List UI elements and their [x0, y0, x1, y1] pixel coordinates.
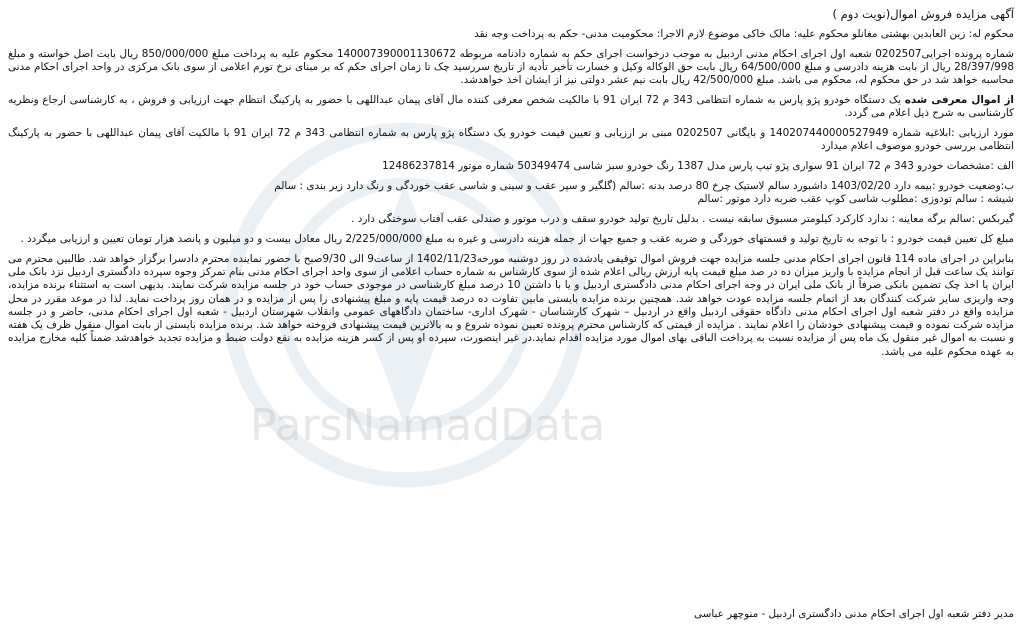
vehicle-gearbox-line: گیربکس :سالم برگه معاینه : ندارد کارکرد کیلومتر مسبوق سابقه نیست . بدلیل تاریخ تولید خودرو سقف و درب موتور و صندلی عقب آفتاب سوختگی دارد .	[351, 213, 1014, 226]
signature-line: مدیر دفتر شعبه اول اجرای احکام مدنی دادگستری اردبیل - منوچهر عباسی	[693, 608, 1014, 620]
notice-title: آگهی مزایده فروش اموال(نوبت دوم )	[832, 7, 1014, 21]
total-price-paragraph: مبلغ کل تعیین قیمت خودرو : با توجه به تاریخ تولید و قسمتهای خوردگی و ضربه عقب و جمیع جهات از جمله هزینه دادرسی و غیره به مبلغ 2/225/000/000 ریال معادل بیست و دو میلیون و پانصد هزار تومان تعیین و ارزیابی میگردد .	[20, 232, 1014, 245]
introduced-property-text: یک دستگاه خودرو پژو پارس به شماره انتظامی 343 م 72 ایران 91 با مالکیت شخص معرفی کننده مال آقای پیمان عبداللهی با حضور به پارکینگ انتظام جهت ارزیابی و فروش ، به کارشناسی ارجاع ونظریه کارشناسی به شرح ذیل اعلام می گردد.	[8, 93, 1014, 120]
vehicle-condition-line: ب:وضعیت خودرو :بیمه دارد 1403/02/20 داشبورد سالم لاستیک چرخ 80 درصد بدنه :سالم (گلگیر و سپر عقب و سینی و شاسی عقب خوردگی و رنگ دارد زیر بندی : سالم	[274, 179, 1014, 192]
vehicle-specs-paragraph: الف :مشخصات خودرو 343 م 72 ایران 91 سواری پژو تیپ پارس مدل 1387 رنگ خودرو سبز شاسی 50349474 شماره موتور 12486237814	[382, 160, 1014, 173]
vehicle-glass-line: شیشه : سالم تودوزی :مطلوب شاسی کوپ عقب ضربه دارد موتور :سالم	[697, 193, 1014, 206]
auction-terms-paragraph: بنابراین در اجرای ماده 114 قانون اجرای احکام مدنی جلسه مزایده جهت فروش اموال توقیفی یادشده در روز دوشنبه مورخه1402/11/23 از ساعت9 الی 9/30صبح با حضور نماینده محترم دادسرا برگزار خواهد شد. طالبین محترم می توانند یک ساعت قبل از انجام مزایده با واریز میزان ده در صد مبلغ قیمت پایه ارزش ریالی اعلام شده از سوی کارشناس به شماره حساب اعلامی از سوی واحد اجرای احکام مدنی بنام تمرکز وجوه سپرده دادگستری اردبیل نزد بانک ملی ایران یا اخذ چک تضمین بانکی صرفاً از بانک ملی ایران در وجه اجرای احکام مدنی دادگستری اردبیل و یا با داشتن 10 درصد مبلغ کارشناسی در موجودی حساب خود در جلسه مزایده شرکت نمایند. بدیهی است به استثناء برنده مزایده، وجه واریزی سایر شرکت کنندگان بعد از اتمام جلسه مزایده عودت خواهد شد. همچنین برنده مزایده بایستی مابین تفاوت ده درصد قیمت پایه و مبلغ پیشنهادی را پس از مزایده و در همان روز پرداخت نماید. لذا در موعد مقرر در محل مزایده واقع در دفتر شعبه اول اجرای احکام مدنی دادگاه حقوقی اردبیل واقع در اردبیل – شهرک کارشناسان - شهرک اداری- ساختمان دادگاههای عمومی وانقلاب شهرستان اردبیل - شعبه اول اجرای احکام مدنی، حاضر و در جلسه مزایده شرکت نموده و قیمت پیشنهادی خودشان را اعلام نمایند . مزایده از قیمتی که کارشناس محترم پرونده تعیین نموده شروع و به بالاترین قیمت پیشنهادی فروخته خواهد شد. برنده مزایده بایستی از بابت اموال منقول ظرف یک هفته و نسبت به اموال غیر منقول یک ماه پس از مزایده نسبت به پرداخت الباقی بهای اموال مورد مزایده اقدام نماید.در غیر اینصورت، سپرده او پس از کسر هزینه مزایده به نفع دولت ضبط و مزایده تجدید خواهدشد ضمناً کلیه مخارج مزایده به عهده محکوم علیه می باشد.	[8, 252, 1014, 358]
parties-line: محکوم له: زین العابدین بهشتی مغانلو محکوم علیه: مالک خاکی موضوع لازم الاجرا: محکومیت مدنی- حکم به پرداخت وجه نقد	[474, 27, 1014, 40]
watermark-text: ParsNamadData	[250, 400, 606, 451]
appraisal-paragraph: مورد ارزیابی :ابلاغیه شماره 140207440000527949 و بایگانی 0202507 مبنی بر ارزیابی و تعیین قیمت خودرو یک دستگاه پژو پارس به شماره انتظامی 343 م 72 ایران 91 با مالکیت آقای پیمان عبداللهی با حضور به پارکینگ انتظامی بررسی خودرو موصوف اعلام میدارد	[8, 127, 1014, 153]
introduced-property-lead: از اموال معرفی شده	[904, 93, 1014, 106]
introduced-property-paragraph	[8, 94, 1014, 121]
case-paragraph: شماره پرونده اجرایی0202507 شعبه اول اجرای احکام مدنی اردبیل به موجب درخواست اجرای حکم به شماره دادنامه مربوطه 140007390001130672 محکوم علیه به پرداخت مبلغ 850/000/000 ریال بابت اصل خواسته و مبلغ 28/397/998 ریال از بابت هزینه دادرسی و مبلغ 64/500/000 ریال بابت حق الوکاله وکیل و خسارت تأخیر تأدیه از تاریخ سررسید چک تا زمان اجرای حکم که بر مبنای نرخ تورم اعلامی از سوی بانک مرکزی در واحد اجرای احکام مدنی محاسبه خواهد شد در حق محکوم له، محکوم می باشد. مبلغ 42/500/000 ریال بابت نیم عشر دولتی نیز از ایشان اخذ خواهدشد.	[8, 47, 1014, 87]
